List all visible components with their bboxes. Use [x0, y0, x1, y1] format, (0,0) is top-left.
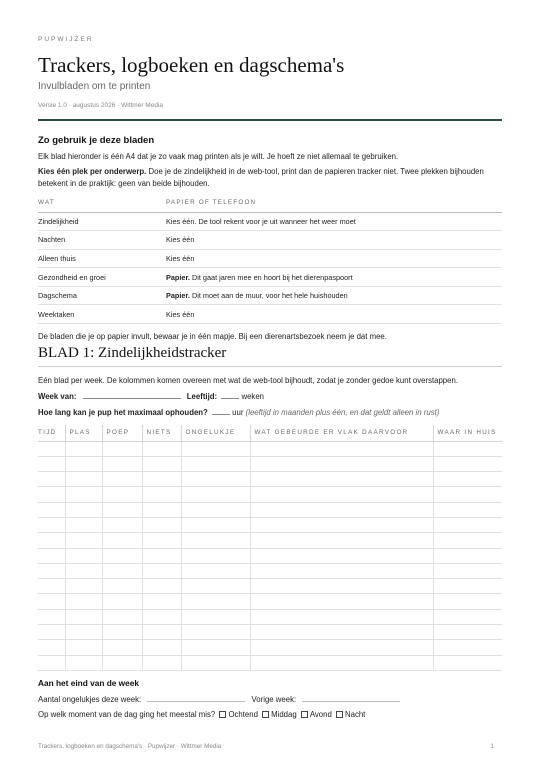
tracker-header-row: [38, 425, 502, 441]
tracker-cell[interactable]: [433, 625, 502, 640]
tracker-cell[interactable]: [250, 640, 433, 655]
tracker-cell[interactable]: [102, 640, 142, 655]
tracker-cell[interactable]: [181, 456, 250, 471]
overview-choice: [166, 305, 502, 324]
tracker-row: [38, 502, 502, 517]
tracker-cell[interactable]: [181, 640, 250, 655]
tracker-cell[interactable]: [433, 548, 502, 563]
tracker-cell[interactable]: [181, 517, 250, 532]
tracker-cell[interactable]: [181, 472, 250, 487]
tracker-cell[interactable]: [433, 609, 502, 624]
overview-choice: [166, 212, 502, 231]
tracker-cell[interactable]: [102, 472, 142, 487]
tracker-row: [38, 456, 502, 471]
overview-topic: Gezondheid en groei: [38, 268, 166, 287]
tracker-cell[interactable]: [250, 456, 433, 471]
overview-choice: [166, 268, 502, 287]
tracker-cell[interactable]: [38, 548, 65, 563]
tracker-row: [38, 655, 502, 670]
tracker-row: [38, 487, 502, 502]
overview-row: [38, 305, 502, 324]
overview-topic: Zindelijkheid: [38, 212, 166, 231]
tracker-cell[interactable]: [38, 472, 65, 487]
tracker-cell[interactable]: [65, 533, 102, 548]
overview-choice: [166, 286, 502, 305]
tracker-col-poep: POEP: [102, 425, 142, 441]
previous-week-field[interactable]: [302, 694, 400, 702]
tracker-cell[interactable]: [142, 625, 181, 640]
tracker-col-waar: WAAR IN HUIS: [433, 425, 502, 441]
section-title-blad-1: BLAD 1: Zindelijkheidstracker: [38, 345, 227, 361]
accidents-field[interactable]: [147, 694, 245, 702]
tracker-cell[interactable]: [65, 472, 102, 487]
tracker-cell[interactable]: [38, 625, 65, 640]
overview-topic: Dagschema: [38, 286, 166, 305]
tracker-cell[interactable]: [142, 579, 181, 594]
blad1-intro: Eén blad per week. De kolommen komen overeen met wat de web-tool bijhoudt, zodat je zonder gedoe kunt overstappen.: [38, 376, 458, 385]
tracker-cell[interactable]: [250, 548, 433, 563]
tracker-cell[interactable]: [102, 533, 142, 548]
week-age-line: [38, 391, 502, 403]
tracker-cell[interactable]: [65, 609, 102, 624]
overview-col-medium: PAPIER OF TELEFOON: [166, 194, 502, 212]
overview-choice-bold: Papier.: [166, 272, 190, 282]
tracker-cell[interactable]: [102, 594, 142, 609]
overview-choice-text: Dit gaat jaren mee en hoort bij het dierenpaspoort: [189, 272, 353, 282]
overview-row: [38, 249, 502, 268]
overview-choice-text: Kies één: [166, 253, 195, 263]
tracker-cell[interactable]: [181, 625, 250, 640]
tracker-cell[interactable]: [142, 456, 181, 471]
tracker-cell[interactable]: [250, 655, 433, 670]
tracker-row: [38, 579, 502, 594]
tracker-cell[interactable]: [181, 655, 250, 670]
tracker-cell[interactable]: [38, 502, 65, 517]
tracker-cell[interactable]: [38, 579, 65, 594]
tracker-row: [38, 472, 502, 487]
tracker-cell[interactable]: [65, 625, 102, 640]
tracker-cell[interactable]: [142, 609, 181, 624]
tracker-cell[interactable]: [433, 487, 502, 502]
tracker-cell[interactable]: [181, 563, 250, 578]
tracker-col-ongelukje: ONGELUKJE: [181, 425, 250, 441]
intro-paragraph-3: De bladen die je op papier invult, bewaar je in één mapje. Bij een dierenartsbezoek neem je dat mee.: [38, 332, 387, 341]
overview-choice-text: Kies één. De tool rekent voor je uit wanneer het weer moet: [166, 216, 356, 226]
hold-line: [38, 407, 502, 419]
tracker-row: [38, 548, 502, 563]
tracker-col-wat-gebeurde: WAT GEBEURDE ER VLAK DAARVOOR: [250, 425, 433, 441]
tracker-cell[interactable]: [65, 502, 102, 517]
tracker-cell[interactable]: [65, 441, 102, 456]
tracker-cell[interactable]: [250, 502, 433, 517]
tracker-cell[interactable]: [433, 533, 502, 548]
tracker-cell[interactable]: [38, 609, 65, 624]
overview-choice: [166, 249, 502, 268]
section-divider: [38, 366, 502, 367]
age-unit: weken: [241, 392, 264, 401]
overview-choice: [166, 231, 502, 250]
hold-hint: (leeftijd in maanden plus één, en dat geldt alleen in rust): [245, 408, 440, 417]
checkbox-avond[interactable]: [301, 711, 308, 718]
tracker-col-plas: PLAS: [65, 425, 102, 441]
tracker-cell[interactable]: [142, 487, 181, 502]
moment-label: Op welk moment van de dag ging het meestal mis?: [38, 710, 216, 719]
tracker-cell[interactable]: [38, 517, 65, 532]
tracker-cell[interactable]: [181, 579, 250, 594]
tracker-cell[interactable]: [102, 579, 142, 594]
week-field[interactable]: [83, 391, 181, 399]
hold-field[interactable]: [212, 407, 230, 415]
tracker-cell[interactable]: [433, 655, 502, 670]
overview-table: [38, 194, 502, 324]
tracker-row: [38, 609, 502, 624]
accidents-label: Aantal ongelukjes deze week:: [38, 695, 142, 704]
tracker-body: [38, 441, 502, 670]
tracker-cell[interactable]: [65, 456, 102, 471]
tracker-cell[interactable]: [181, 502, 250, 517]
tracker-cell[interactable]: [65, 548, 102, 563]
overview-choice-text: Kies één: [166, 309, 195, 319]
tracker-cell[interactable]: [102, 625, 142, 640]
tracker-cell[interactable]: [38, 655, 65, 670]
header-divider: [38, 119, 502, 121]
accidents-line: [38, 694, 502, 706]
page-subtitle: Invulbladen om te printen: [38, 81, 151, 92]
tracker-cell[interactable]: [142, 563, 181, 578]
tracker-cell[interactable]: [433, 640, 502, 655]
age-field[interactable]: [221, 391, 239, 399]
tracker-cell[interactable]: [38, 456, 65, 471]
overview-topic: Weektaken: [38, 305, 166, 324]
tracker-cell[interactable]: [65, 517, 102, 532]
tracker-cell[interactable]: [102, 487, 142, 502]
tracker-cell[interactable]: [102, 655, 142, 670]
tracker-cell[interactable]: [181, 548, 250, 563]
option-nacht: Nacht: [344, 710, 366, 719]
intro-paragraph-2: [38, 166, 502, 190]
tracker-cell[interactable]: [181, 487, 250, 502]
age-label: Leeftijd:: [186, 392, 218, 401]
tracker-cell[interactable]: [181, 441, 250, 456]
tracker-cell[interactable]: [65, 487, 102, 502]
tracker-cell[interactable]: [250, 533, 433, 548]
tracker-cell[interactable]: [433, 456, 502, 471]
tracker-cell[interactable]: [433, 563, 502, 578]
tracker-cell[interactable]: [102, 609, 142, 624]
tracker-col-niets: NIETS: [142, 425, 181, 441]
hold-unit: uur: [232, 408, 244, 417]
tracker-row: [38, 594, 502, 609]
checkbox-nacht[interactable]: [336, 711, 343, 718]
tracker-cell[interactable]: [65, 579, 102, 594]
hold-label: Hoe lang kan je pup het maximaal ophouden?: [38, 408, 208, 417]
tracker-cell[interactable]: [142, 472, 181, 487]
checkbox-middag[interactable]: [262, 711, 269, 718]
tracker-table: [38, 425, 502, 671]
tracker-row: [38, 625, 502, 640]
checkbox-ochtend[interactable]: [219, 711, 226, 718]
tracker-cell[interactable]: [65, 655, 102, 670]
tracker-cell[interactable]: [38, 563, 65, 578]
eyebrow: PUPWIJZER: [38, 36, 94, 43]
tracker-cell[interactable]: [102, 563, 142, 578]
tracker-cell[interactable]: [250, 579, 433, 594]
tracker-cell[interactable]: [38, 533, 65, 548]
tracker-cell[interactable]: [181, 533, 250, 548]
tracker-cell[interactable]: [102, 502, 142, 517]
tracker-cell[interactable]: [250, 594, 433, 609]
tracker-row: [38, 563, 502, 578]
tracker-cell[interactable]: [250, 609, 433, 624]
tracker-cell[interactable]: [142, 517, 181, 532]
option-middag: Middag: [271, 710, 297, 719]
tracker-cell[interactable]: [142, 655, 181, 670]
tracker-cell[interactable]: [250, 625, 433, 640]
tracker-cell[interactable]: [181, 594, 250, 609]
tracker-cell[interactable]: [250, 563, 433, 578]
tracker-cell[interactable]: [433, 594, 502, 609]
week-label: Week van:: [38, 392, 77, 401]
tracker-cell[interactable]: [433, 472, 502, 487]
tracker-cell[interactable]: [38, 441, 65, 456]
tracker-cell[interactable]: [65, 563, 102, 578]
tracker-cell[interactable]: [181, 609, 250, 624]
overview-row: [38, 286, 502, 305]
tracker-cell[interactable]: [433, 517, 502, 532]
tracker-cell[interactable]: [250, 487, 433, 502]
overview-choice-bold: Papier.: [166, 291, 190, 301]
tracker-cell[interactable]: [102, 517, 142, 532]
overview-choice-text: Dit moet aan de muur, voor het hele huishouden: [189, 291, 348, 301]
tracker-col-tijd: TIJD: [38, 425, 65, 441]
overview-topic: Alleen thuis: [38, 249, 166, 268]
tracker-cell[interactable]: [433, 441, 502, 456]
overview-row: [38, 231, 502, 250]
tracker-row: [38, 517, 502, 532]
tracker-cell[interactable]: [142, 594, 181, 609]
tracker-cell[interactable]: [142, 640, 181, 655]
overview-col-wat: WAT: [38, 194, 166, 212]
intro-paragraph-2-rest: Doe je de zindelijkheid in de web-tool, print dan de papieren tracker niet. Twee plekken bijhouden betekent in de praktijk: geen van beide bijhouden.: [38, 167, 484, 188]
tracker-cell[interactable]: [142, 441, 181, 456]
tracker-cell[interactable]: [65, 594, 102, 609]
overview-row: [38, 268, 502, 287]
tracker-cell[interactable]: [433, 579, 502, 594]
tracker-cell[interactable]: [102, 456, 142, 471]
intro-heading: Zo gebruik je deze bladen: [38, 135, 155, 146]
moment-line: [38, 709, 502, 721]
tracker-cell[interactable]: [102, 548, 142, 563]
option-ochtend: Ochtend: [228, 710, 258, 719]
tracker-cell[interactable]: [250, 472, 433, 487]
intro-paragraph-2-bold: Kies één plek per onderwerp.: [38, 167, 147, 176]
version-meta: Versie 1.0 · augustus 2026 · Wittmer Media: [38, 102, 164, 109]
tracker-row: [38, 441, 502, 456]
previous-week-label: Vorige week:: [251, 695, 297, 704]
tracker-cell[interactable]: [65, 640, 102, 655]
footer-text: Trackers, logboeken en dagschema's · Pupwijzer · Wittmer Media: [38, 743, 222, 750]
overview-choice-text: Kies één: [166, 235, 195, 245]
week-end-heading: Aan het eind van de week: [38, 678, 139, 688]
tracker-cell[interactable]: [38, 594, 65, 609]
page-title: Trackers, logboeken en dagschema's: [38, 53, 345, 77]
tracker-cell[interactable]: [250, 517, 433, 532]
page-number: 1: [490, 743, 494, 750]
overview-topic: Nachten: [38, 231, 166, 250]
tracker-cell[interactable]: [142, 502, 181, 517]
tracker-row: [38, 533, 502, 548]
tracker-cell[interactable]: [250, 441, 433, 456]
tracker-cell[interactable]: [433, 502, 502, 517]
tracker-cell[interactable]: [142, 548, 181, 563]
tracker-cell[interactable]: [102, 441, 142, 456]
overview-row: [38, 212, 502, 231]
option-avond: Avond: [309, 710, 332, 719]
intro-paragraph-1: Elk blad hieronder is één A4 dat je zo vaak mag printen als je wilt. Je hoeft ze niet allemaal te gebruiken.: [38, 152, 399, 161]
tracker-cell[interactable]: [38, 640, 65, 655]
tracker-cell[interactable]: [142, 533, 181, 548]
overview-header-row: [38, 194, 502, 212]
tracker-cell[interactable]: [38, 487, 65, 502]
tracker-row: [38, 640, 502, 655]
